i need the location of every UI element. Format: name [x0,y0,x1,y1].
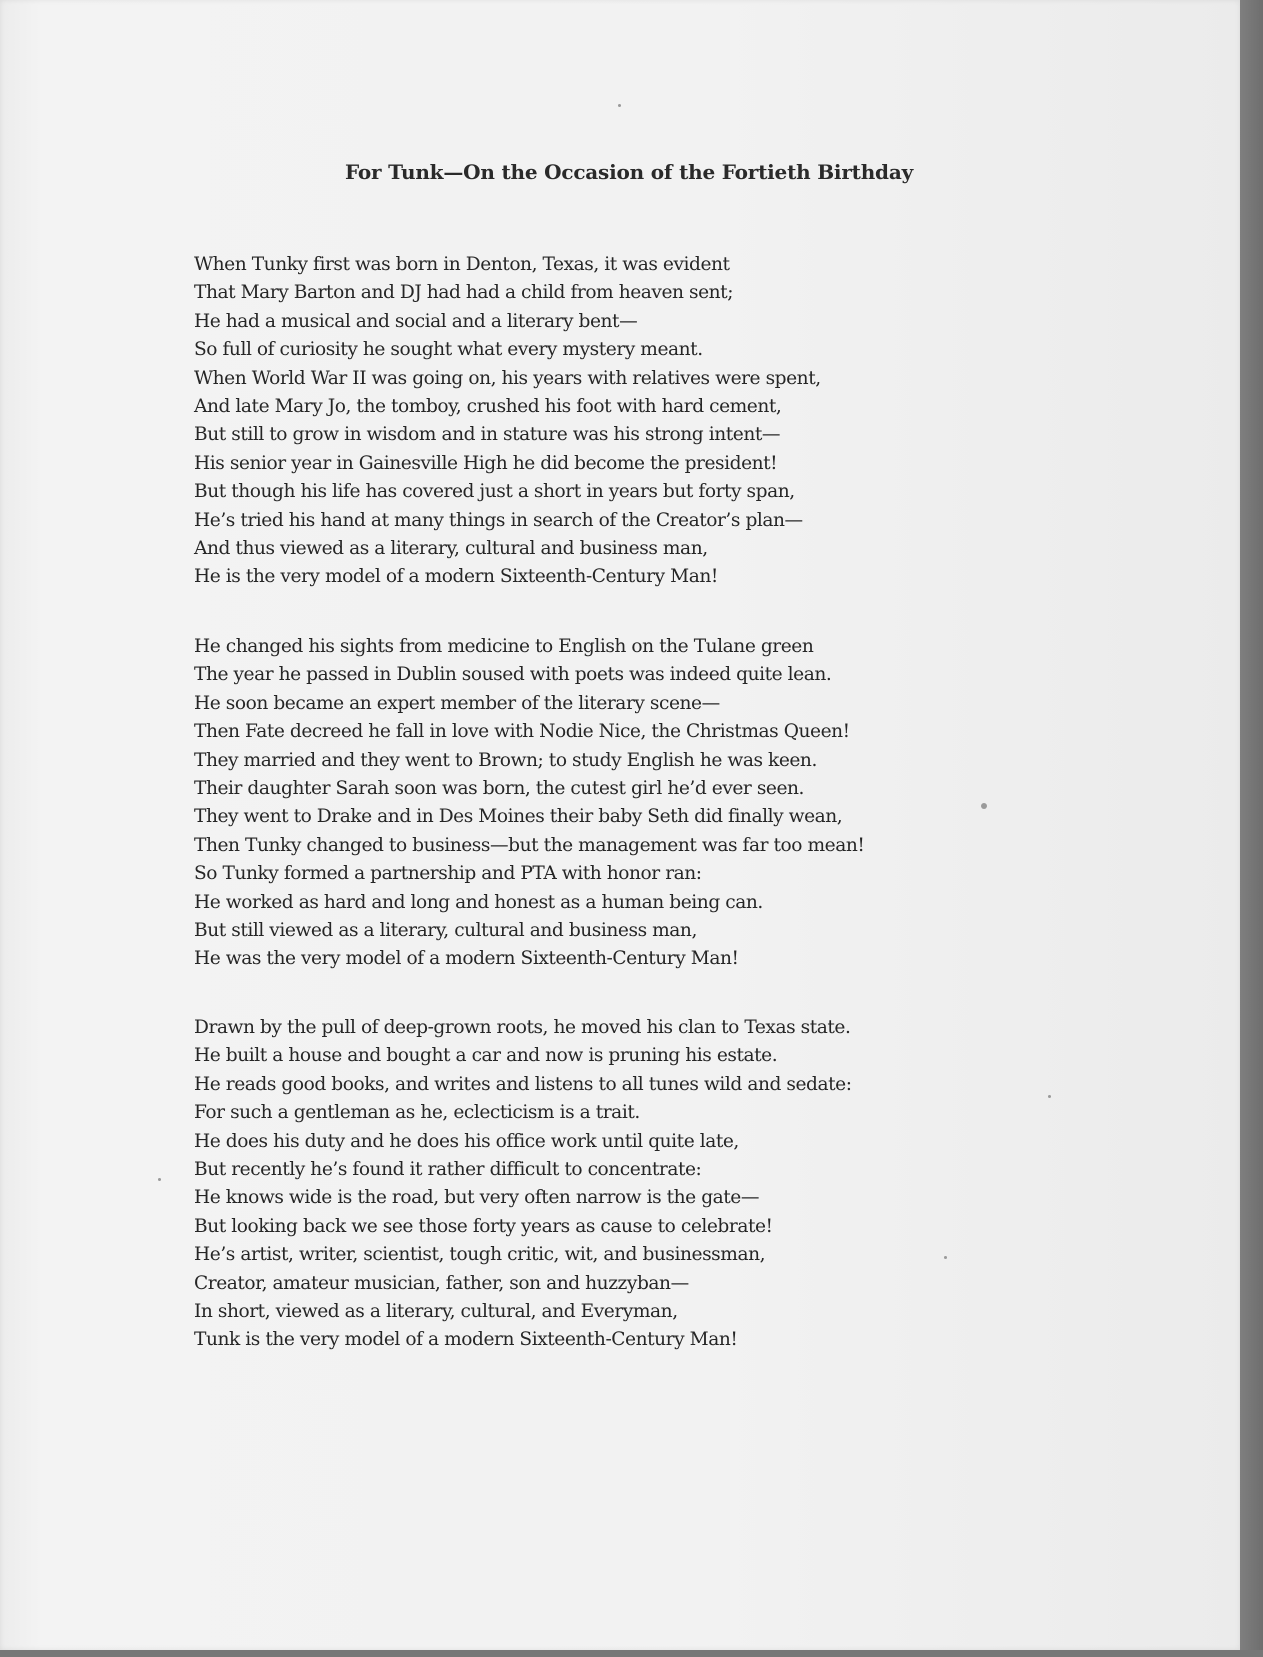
poem-line: Creator, amateur musician, father, son and huzzyban— [194,1272,689,1294]
poem-line: But though his life has covered just a short in years but forty span, [194,481,795,503]
poem-line: He worked as hard and long and honest as a human being can. [194,891,763,913]
poem-line: He soon became an expert member of the literary scene— [194,692,720,714]
poem-line: Then Tunky changed to business—but the management was far too mean! [194,834,865,856]
poem-line: They went to Drake and in Des Moines their baby Seth did finally wean, [194,806,843,828]
poem-line: And thus viewed as a literary, cultural and business man, [194,538,708,560]
stanza-3 [194,1014,852,1355]
poem-line: So Tunky formed a partnership and PTA with honor ran: [194,863,702,885]
stanza-2 [194,633,864,974]
poem-line: In short, viewed as a literary, cultural, and Everyman, [194,1301,678,1323]
poem-line: That Mary Barton and DJ had had a child from heaven sent; [194,282,734,304]
poem-line: Tunk is the very model of a modern Sixteenth-Century Man! [194,1329,738,1351]
poem-line: He’s tried his hand at many things in search of the Creator’s plan— [194,509,803,531]
scan-speck [1048,1095,1051,1098]
scanner-edge-right [1240,0,1263,1657]
poem-line: And late Mary Jo, the tomboy, crushed his foot with hard cement, [194,396,782,418]
poem-line: For such a gentleman as he, eclecticism is a trait. [194,1102,640,1124]
poem-line: When Tunky first was born in Denton, Texas, it was evident [194,254,730,275]
poem-line: Then Fate decreed he fall in love with Nodie Nice, the Christmas Queen! [194,721,850,743]
poem-line: He changed his sights from medicine to English on the Tulane green [194,636,814,657]
scan-speck [158,1178,161,1181]
poem-line: Their daughter Sarah soon was born, the cutest girl he’d ever seen. [194,778,805,800]
poem-line: His senior year in Gainesville High he did become the president! [194,452,778,474]
poem-line: But still viewed as a literary, cultural and business man, [194,920,697,942]
poem-line: But recently he’s found it rather difficult to concentrate: [194,1159,702,1181]
poem-line: The year he passed in Dublin soused with poets was indeed quite lean. [194,664,832,686]
poem-line: He is the very model of a modern Sixteenth-Century Man! [194,566,718,588]
poem-line: But looking back we see those forty years as cause to celebrate! [194,1215,773,1237]
poem-line: When World War II was going on, his years with relatives were spent, [194,367,821,389]
poem-line: But still to grow in wisdom and in stature was his strong intent— [194,424,781,446]
scan-speck [981,803,987,809]
scanner-edge-bottom [0,1650,1263,1657]
poem-title: For Tunk—On the Occasion of the Fortieth Birthday [345,160,914,184]
poem-line: So full of curiosity he sought what every mystery meant. [194,339,703,361]
scan-speck [944,1256,947,1259]
poem-line: He built a house and bought a car and now is pruning his estate. [194,1045,778,1067]
poem-line: He knows wide is the road, but very often narrow is the gate— [194,1187,759,1209]
poem-line: He had a musical and social and a literary bent— [194,310,638,332]
poem-line: Drawn by the pull of deep-grown roots, he moved his clan to Texas state. [194,1017,851,1038]
poem-line: He does his duty and he does his office work until quite late, [194,1130,739,1152]
poem-line: They married and they went to Brown; to study English he was keen. [194,749,817,771]
poem-line: He was the very model of a modern Sixteenth-Century Man! [194,948,739,970]
poem-line: He reads good books, and writes and listens to all tunes wild and sedate: [194,1073,852,1095]
stanza-1 [194,251,821,592]
poem-line: He’s artist, writer, scientist, tough critic, wit, and businessman, [194,1244,766,1266]
scan-speck [618,104,621,107]
